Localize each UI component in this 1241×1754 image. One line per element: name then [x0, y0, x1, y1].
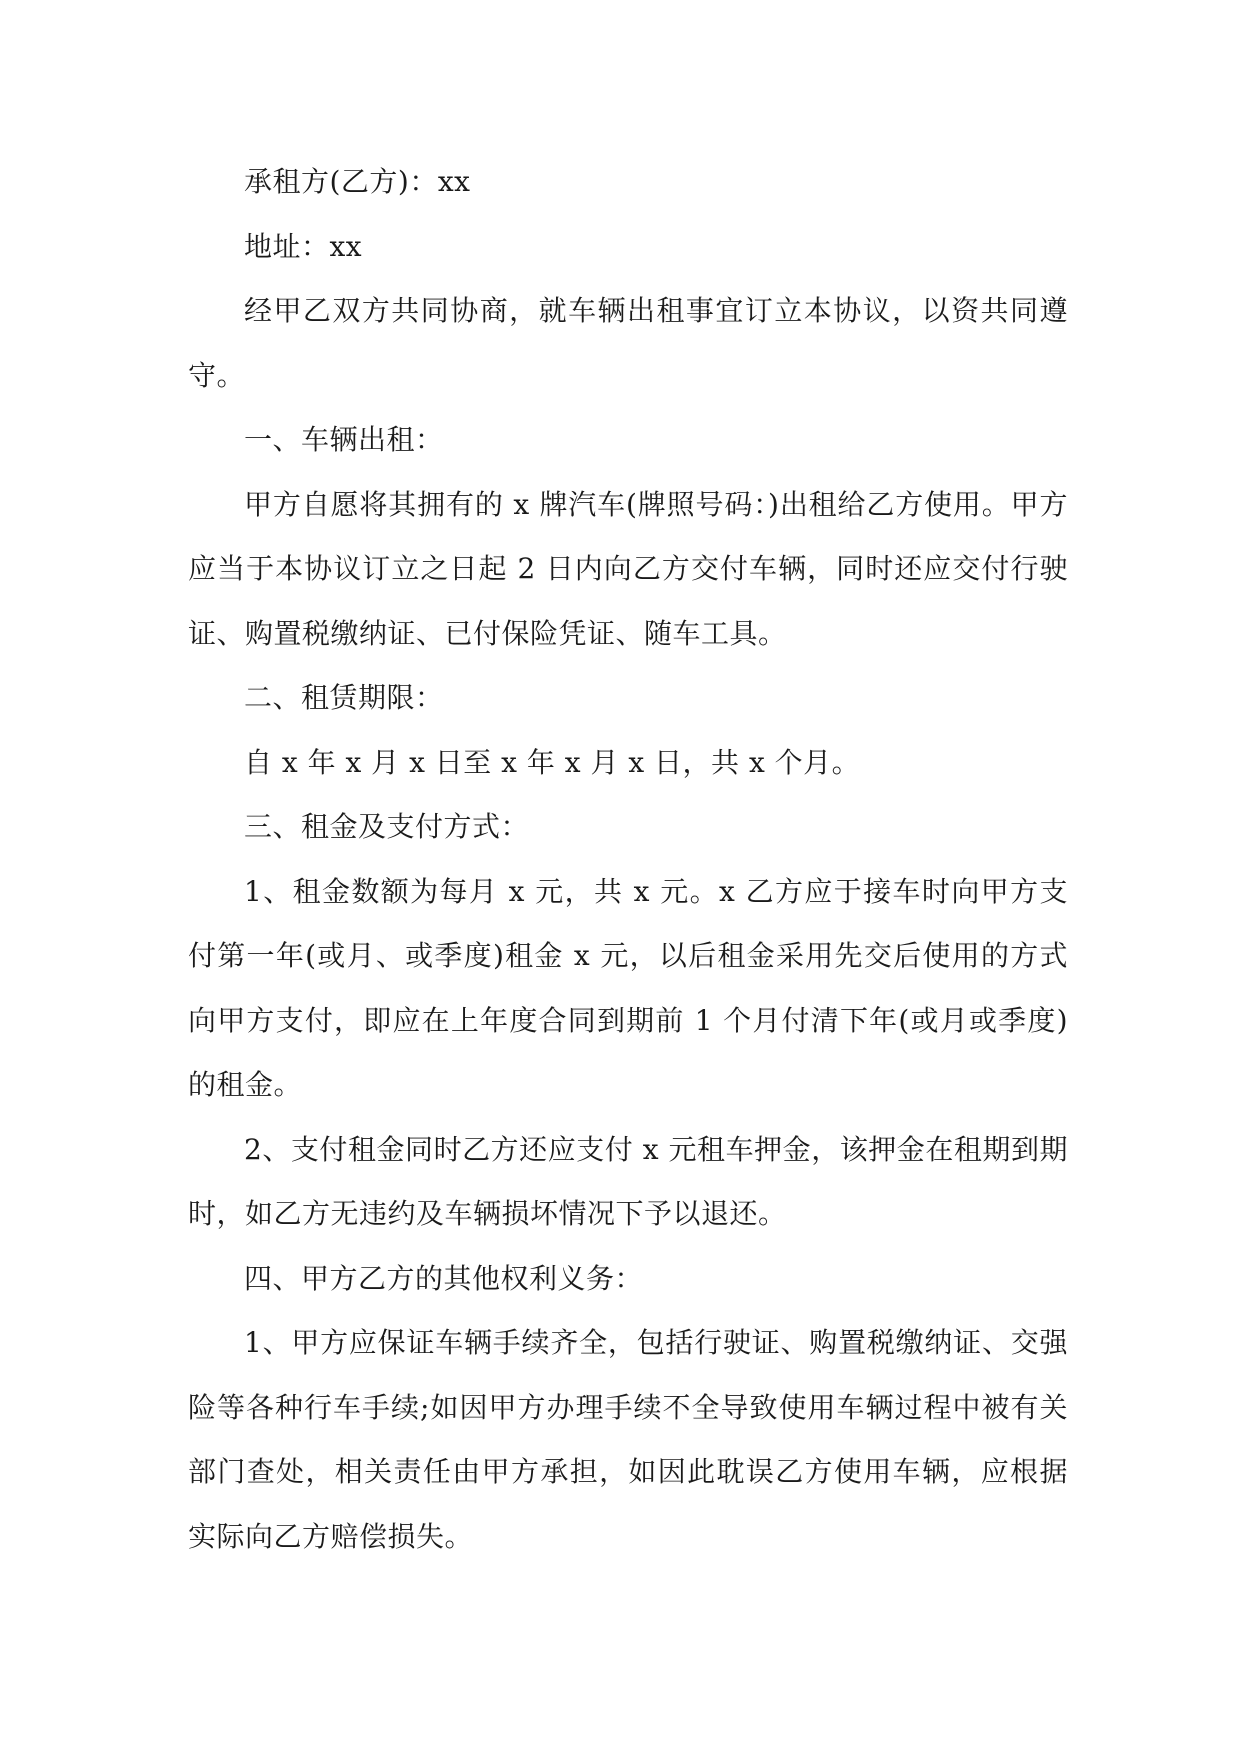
lessee-line: 承租方(乙方)：xx: [244, 165, 471, 198]
rent-payment-clause-2: 2、支付租金同时乙方还应支付 x 元租车押金，该押金在租期到期时，如乙方无违约及车辆损坏情况下予以退还。: [188, 1132, 1068, 1230]
section-heading-lease-term: 二、租赁期限：: [244, 681, 444, 714]
section-heading-vehicle-rental: 一、车辆出租：: [244, 423, 444, 456]
vehicle-rental-clause: 甲方自愿将其拥有的 x 牌汽车(牌照号码：)出租给乙方使用。甲方应当于本协议订立之日起 2 日内向乙方交付车辆，同时还应交付行驶证、购置税缴纳证、已付保险凭证、随车工具。: [188, 487, 1068, 650]
rights-obligations-clause-1: 1、甲方应保证车辆手续齐全，包括行驶证、购置税缴纳证、交强险等各种行车手续;如因甲方办理手续不全导致使用车辆过程中被有关部门查处，相关责任由甲方承担，如因此耽误乙方使用车辆，应根据实际向乙方赔偿损失。: [188, 1326, 1068, 1553]
agreement-preamble: 经甲乙双方共同协商，就车辆出租事宜订立本协议，以资共同遵守。: [188, 294, 1068, 392]
rent-payment-clause-1: 1、租金数额为每月 x 元，共 x 元。x 乙方应于接车时向甲方支付第一年(或月、或季度)租金 x 元，以后租金采用先交后使用的方式向甲方支付，即应在上年度合同到期前 1 个月付清下年(或月或季度)的租金。: [188, 874, 1068, 1101]
lease-term-clause: 自 x 年 x 月 x 日至 x 年 x 月 x 日，共 x 个月。: [244, 745, 861, 779]
section-heading-rent-payment: 三、租金及支付方式：: [244, 810, 530, 843]
section-heading-rights-obligations: 四、甲方乙方的其他权利义务：: [244, 1261, 644, 1295]
document-page: [188, 150, 1068, 1569]
address-line: 地址：xx: [244, 229, 363, 263]
